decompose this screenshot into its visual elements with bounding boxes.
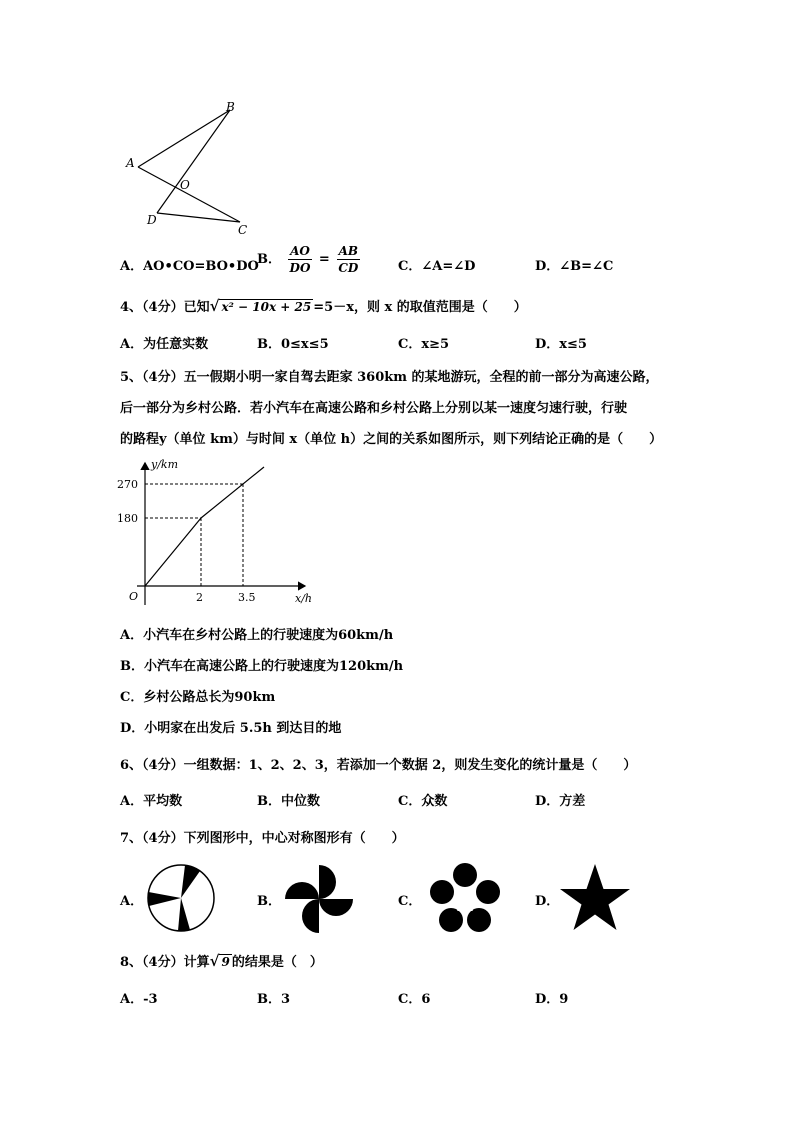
pentagon-circles-shape [428, 862, 502, 936]
label-c: C [238, 223, 248, 237]
y-axis-label: y/km [151, 458, 179, 471]
q5-line-2: 后一部分为乡村公路．若小汽车在高速公路和乡村公路上分别以某一速度匀速行驶，行驶 [120, 401, 628, 416]
q7-option-c-label[interactable]: C． [398, 894, 422, 909]
q8-prefix: 8、（4分）计算 [120, 955, 210, 970]
q8-suffix: 的结果是（ ） [231, 955, 323, 970]
label-o: O [180, 178, 190, 192]
q3-frac1-den: DO [289, 261, 311, 275]
q3-frac2-den: CD [338, 261, 359, 275]
q3-option-b-label: B． [257, 252, 281, 267]
q3-option-c[interactable] [398, 255, 475, 274]
q4-question [120, 296, 527, 315]
q5-distance-time-graph [115, 455, 325, 610]
label-b: B [226, 100, 235, 114]
q4-suffix: =5－x，则 x 的取值范围是（ ） [313, 300, 527, 315]
q6-option-b[interactable]: B．中位数 [257, 794, 320, 809]
q5-line-1: 5、（4分）五一假期小明一家自驾去距家 360km 的某地游玩，全程的前一部分为高速公路， [120, 370, 659, 385]
q4-option-c[interactable]: C．x≥5 [398, 337, 450, 352]
q5-option-d[interactable]: D．小明家在出发后 5.5h 到达目的地 [120, 721, 342, 736]
triangle-figure [120, 95, 260, 240]
q4-prefix: 4、（4分）已知 [120, 300, 210, 315]
x-tick-label-3.5: 3.5 [238, 591, 256, 604]
label-a: A [126, 156, 135, 170]
q7-option-b-label[interactable]: B． [257, 894, 281, 909]
q3-option-d[interactable] [535, 255, 613, 274]
q3-frac1-num: AO [290, 244, 310, 258]
q6-option-a[interactable]: A．平均数 [120, 794, 183, 809]
q3-option-c-text: ∠A=∠D [421, 259, 476, 274]
q3-option-d-label: D． [535, 259, 560, 274]
q7-question: 7、（4分）下列图形中，中心对称图形有（ ） [120, 831, 405, 846]
circle-sectors-shape [145, 862, 217, 934]
pinwheel-shape [284, 864, 354, 934]
star-shape [558, 862, 632, 934]
q7-option-a-label[interactable]: A． [120, 894, 144, 909]
q3-option-c-label: C． [398, 259, 422, 274]
q5-option-b[interactable]: B．小汽车在高速公路上的行驶速度为120km/h [120, 659, 404, 674]
q6-question: 6、（4分）一组数据：1、2、2、3，若添加一个数据 2，则发生变化的统计量是（ ） [120, 758, 637, 773]
sqrt-icon: √ [209, 952, 220, 970]
q3-option-a-label: A． [120, 259, 144, 274]
sqrt-icon: √ [209, 297, 220, 315]
q3-equals: = [318, 252, 330, 267]
q3-fraction-ab-cd [336, 244, 360, 275]
y-tick-label-270: 270 [117, 478, 138, 491]
segment-dc [157, 213, 240, 222]
q5-option-c[interactable]: C．乡村公路总长为90km [120, 690, 276, 705]
q4-option-d[interactable]: D．x≤5 [535, 337, 587, 352]
series-segment-highway [145, 518, 201, 586]
series-segment-rural [201, 467, 264, 518]
q4-option-b[interactable]: B．0≤x≤5 [257, 337, 329, 352]
q8-option-b[interactable]: B．3 [257, 992, 291, 1007]
label-d: D [147, 213, 157, 227]
q3-option-a[interactable] [120, 255, 259, 274]
q8-radicand: 9 [221, 955, 230, 969]
q7-option-d-label[interactable]: D． [535, 894, 560, 909]
segment-ab [138, 110, 230, 167]
x-axis-label: x/h [295, 592, 312, 605]
q6-option-d[interactable]: D．方差 [535, 794, 586, 809]
q5-line-3: 的路程y（单位 km）与时间 x（单位 h）之间的关系如图所示，则下列结论正确的是（ ） [120, 432, 663, 447]
q5-option-a[interactable]: A．小汽车在乡村公路上的行驶速度为60km/h [120, 628, 394, 643]
y-tick-label-180: 180 [117, 512, 138, 525]
q6-option-c[interactable]: C．众数 [398, 794, 448, 809]
q3-option-a-text: AO•CO=BO•DO [143, 259, 259, 274]
q4-radicand: x² − 10x + 25 [221, 300, 312, 314]
q3-frac2-num: AB [338, 244, 359, 258]
origin-label: O [129, 590, 139, 603]
q3-option-b[interactable] [257, 244, 362, 275]
q8-option-a[interactable]: A．-3 [120, 992, 158, 1007]
q4-option-a[interactable]: A．为任意实数 [120, 337, 209, 352]
x-tick-label-2: 2 [196, 591, 203, 604]
q8-option-d[interactable]: D．9 [535, 992, 569, 1007]
q8-option-c[interactable]: C．6 [398, 992, 431, 1007]
q8-question [120, 951, 323, 970]
q3-fraction-ao-do [288, 244, 313, 275]
q3-option-d-text: ∠B=∠C [559, 259, 614, 274]
